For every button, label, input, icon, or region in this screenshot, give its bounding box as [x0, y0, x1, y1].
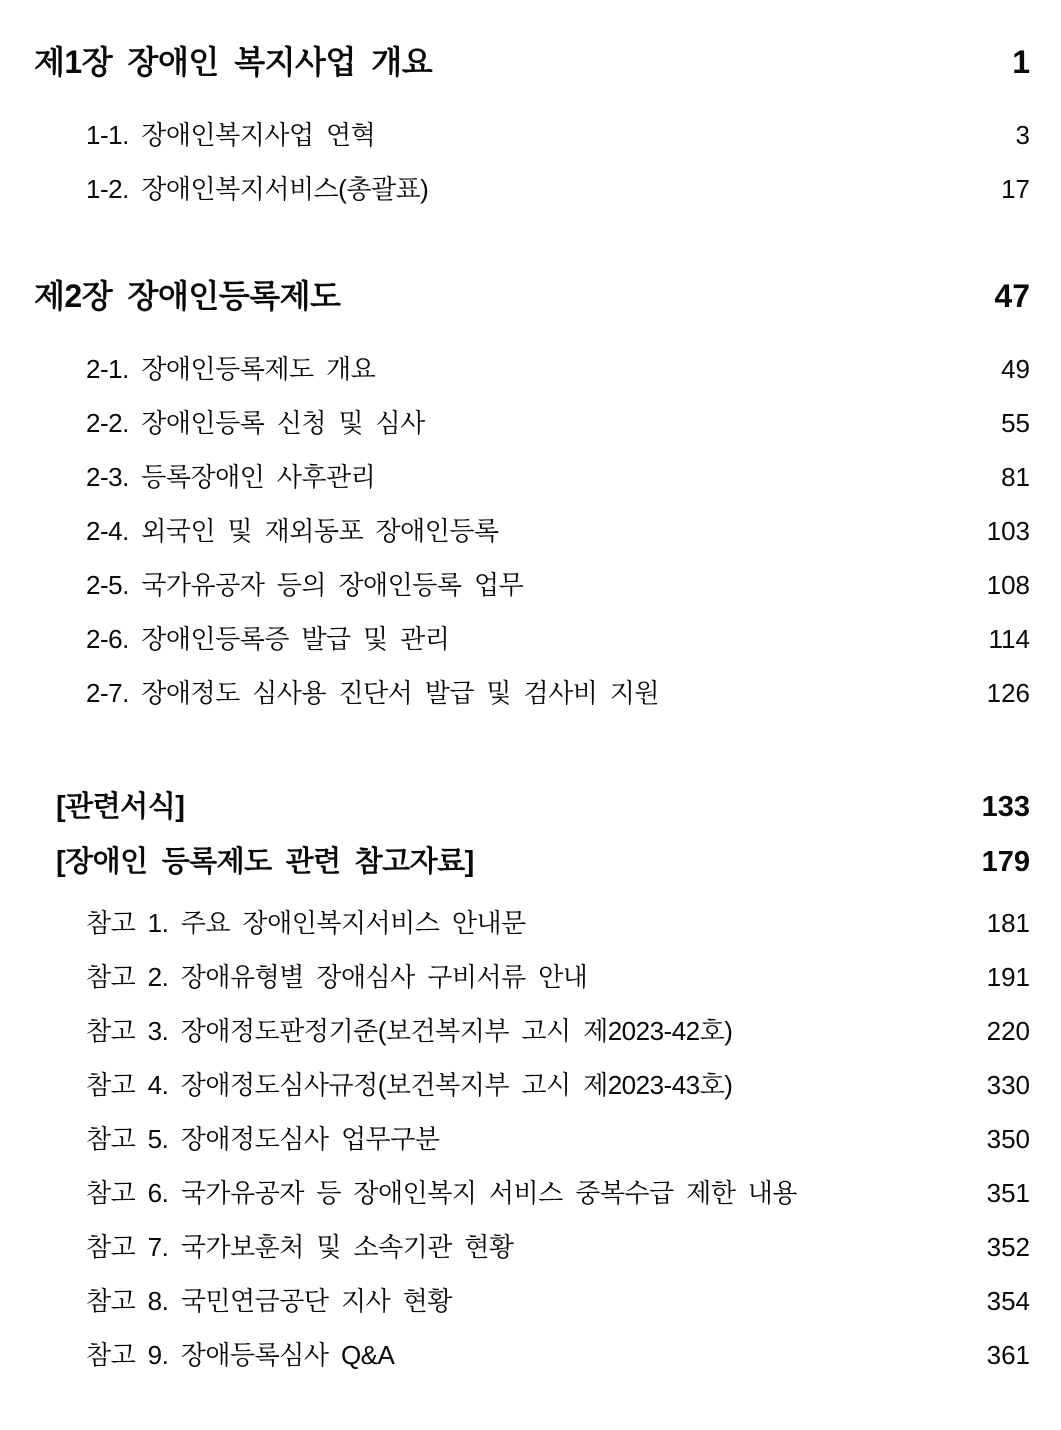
- toc-section-heading: [0, 276, 1030, 316]
- toc-entry: [0, 162, 1030, 216]
- toc-entry: [0, 1004, 1030, 1058]
- toc-entry-page-number: 350: [986, 1124, 1030, 1154]
- section-title: 제1장 장애인 복지사업 개요: [34, 44, 433, 80]
- toc-entry-page-number: 330: [986, 1070, 1030, 1100]
- toc-entry-title: 참고 8. 국민연금공단 지사 현황: [86, 1286, 452, 1316]
- toc-entry-page-number: 17: [1001, 174, 1030, 204]
- toc-entry-title: 참고 6. 국가유공자 등 장애인복지 서비스 중복수급 제한 내용: [86, 1178, 798, 1208]
- toc-entry-page-number: 181: [986, 908, 1030, 938]
- toc-entry-page-number: 354: [986, 1286, 1030, 1316]
- toc-entry-page-number: 49: [1001, 354, 1030, 384]
- toc-entry: [0, 1112, 1030, 1166]
- toc-entry-page-number: 351: [986, 1178, 1030, 1208]
- toc-section: [0, 835, 1030, 1382]
- toc-entry: [0, 1166, 1030, 1220]
- toc-entry: [0, 108, 1030, 162]
- toc-entry-page-number: 103: [986, 516, 1030, 546]
- toc-entry: [0, 1328, 1030, 1382]
- toc-entry-title: 참고 3. 장애정도판정기준(보건복지부 고시 제2023-42호): [86, 1016, 733, 1046]
- section-page-number: 47: [994, 278, 1030, 314]
- toc-entry: [0, 342, 1030, 396]
- section-title: [장애인 등록제도 관련 참고자료]: [56, 846, 474, 878]
- toc-section-heading: [0, 42, 1030, 82]
- toc-entry-title: 2-5. 국가유공자 등의 장애인등록 업무: [86, 570, 524, 600]
- toc-section: [0, 276, 1030, 720]
- toc-entry: [0, 666, 1030, 720]
- toc-entry-title: 2-1. 장애인등록제도 개요: [86, 354, 376, 384]
- toc-entry-title: 참고 5. 장애정도심사 업무구분: [86, 1124, 440, 1154]
- toc-entry-page-number: 220: [986, 1016, 1030, 1046]
- toc-entry-page-number: 191: [986, 962, 1030, 992]
- toc-entry-title: 참고 4. 장애정도심사규정(보건복지부 고시 제2023-43호): [86, 1070, 733, 1100]
- toc-entry-title: 참고 9. 장애등록심사 Q&A: [86, 1340, 395, 1370]
- toc-entry: [0, 558, 1030, 612]
- toc-entry-title: 참고 2. 장애유형별 장애심사 구비서류 안내: [86, 962, 588, 992]
- section-page-number: 179: [981, 846, 1030, 878]
- toc-entry-page-number: 126: [986, 678, 1030, 708]
- toc-entry-title: 2-4. 외국인 및 재외동포 장애인등록: [86, 516, 499, 546]
- toc-entry-page-number: 55: [1001, 408, 1030, 438]
- toc-entry: [0, 504, 1030, 558]
- toc-entry-page-number: 3: [1015, 120, 1030, 150]
- toc-entry: [0, 950, 1030, 1004]
- toc-entry: [0, 896, 1030, 950]
- toc-entry: [0, 1058, 1030, 1112]
- section-items: [0, 890, 1030, 1382]
- toc-entry-page-number: 352: [986, 1232, 1030, 1262]
- toc-section: [0, 42, 1030, 216]
- toc-entry-title: 참고 1. 주요 장애인복지서비스 안내문: [86, 908, 526, 938]
- toc-entry: [0, 612, 1030, 666]
- toc-entry-title: 참고 7. 국가보훈처 및 소속기관 현황: [86, 1232, 514, 1262]
- toc-entry-title: 1-2. 장애인복지서비스(총괄표): [86, 174, 429, 204]
- section-title: [관련서식]: [56, 791, 185, 823]
- toc-entry-title: 2-6. 장애인등록증 발급 및 관리: [86, 624, 450, 654]
- toc-entry-page-number: 361: [986, 1340, 1030, 1370]
- toc-section-heading: [0, 835, 1030, 890]
- section-page-number: 1: [1012, 44, 1030, 80]
- section-title: 제2장 장애인등록제도: [34, 278, 341, 314]
- toc-entry-page-number: 108: [986, 570, 1030, 600]
- toc-entry-page-number: 114: [988, 624, 1030, 654]
- toc-entry: [0, 450, 1030, 504]
- toc-entry: [0, 396, 1030, 450]
- toc-entry: [0, 1274, 1030, 1328]
- toc-section: [0, 780, 1030, 835]
- toc-entry: [0, 1220, 1030, 1274]
- toc-entry-title: 2-3. 등록장애인 사후관리: [86, 462, 376, 492]
- section-items: [0, 342, 1030, 720]
- section-page-number: 133: [981, 791, 1030, 823]
- toc-entry-page-number: 81: [1001, 462, 1030, 492]
- toc-entry-title: 2-7. 장애정도 심사용 진단서 발급 및 검사비 지원: [86, 678, 659, 708]
- section-items: [0, 108, 1030, 216]
- toc-entry-title: 1-1. 장애인복지사업 연혁: [86, 120, 376, 150]
- toc-section-heading: [0, 780, 1030, 835]
- toc-entry-title: 2-2. 장애인등록 신청 및 심사: [86, 408, 425, 438]
